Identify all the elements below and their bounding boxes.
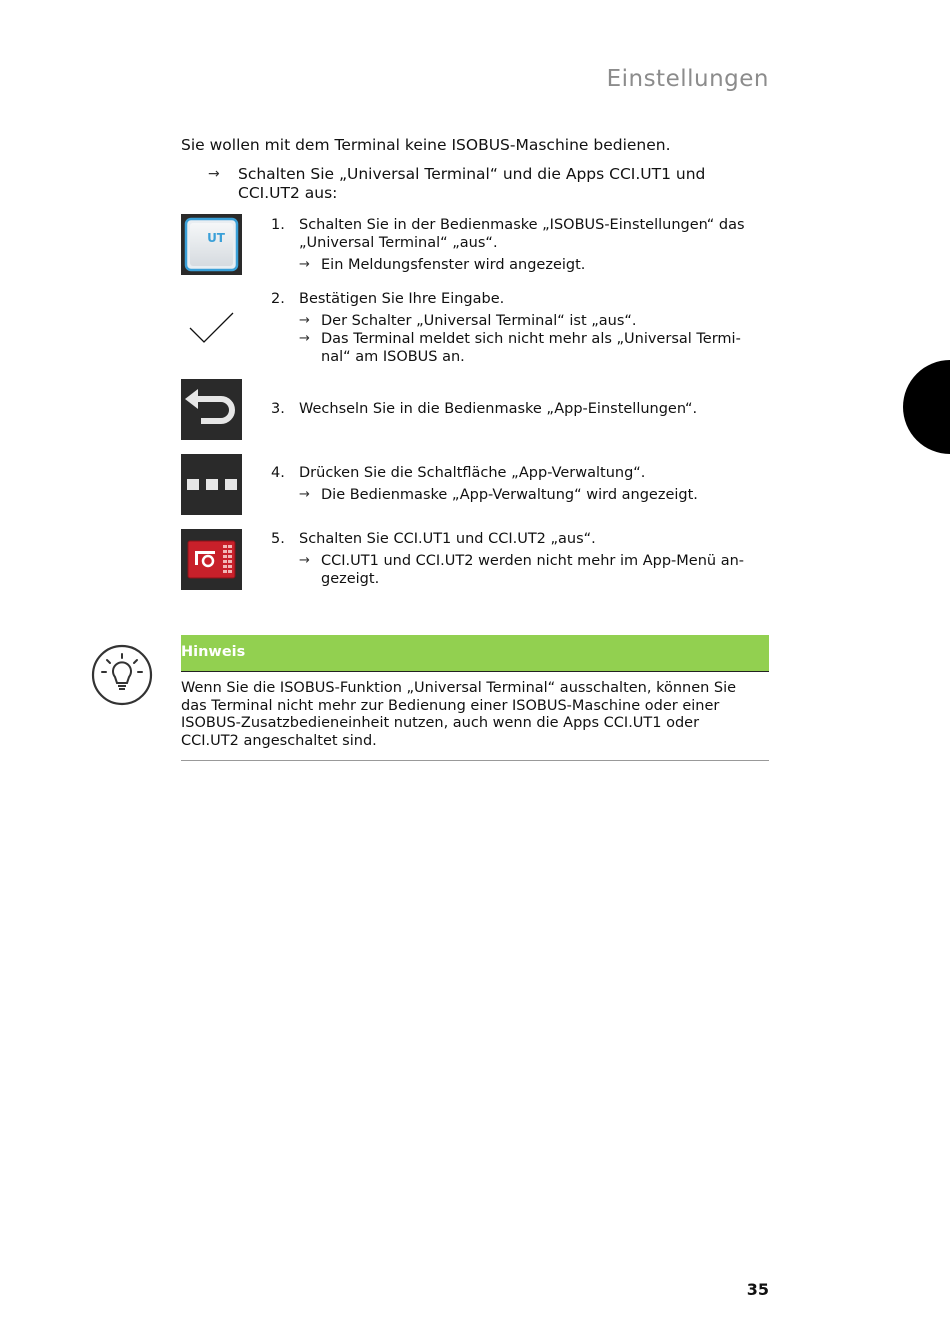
step-number: 1.: [271, 217, 285, 233]
step-2: [271, 290, 761, 366]
step-result-text: Das Terminal meldet sich nicht mehr als „Universal Termi-nal“ am ISOBUS an.: [321, 331, 741, 365]
intro-result: [208, 165, 748, 203]
step-number: 3.: [271, 401, 285, 417]
note-heading: Hinweis: [181, 644, 246, 660]
step-number: 5.: [271, 531, 285, 547]
note-text: Wenn Sie die ISOBUS-Funktion „Universal Terminal“ ausschalten, können Sie das Terminal nicht mehr zur Bedienung einer ISOBUS-Maschine oder einer ISOBUS-Zusatzbedieneinheit nutzen, auch wenn die Apps CCI.UT1 oder CCI.UT2 angeschaltet sind.: [181, 680, 737, 749]
more-options-icon: [181, 454, 242, 515]
step-result-text: Ein Meldungsfenster wird angezeigt.: [321, 257, 586, 273]
step-result: [299, 486, 761, 504]
step-result-text: CCI.UT1 und CCI.UT2 werden nicht mehr im App-Menü an-gezeigt.: [321, 553, 745, 587]
step-result-text: Der Schalter „Universal Terminal“ ist „aus“.: [321, 313, 637, 329]
note-divider: [181, 760, 769, 761]
step-text: Bestätigen Sie Ihre Eingabe.: [299, 291, 505, 307]
arrow-icon: →: [299, 313, 310, 328]
step-number: 4.: [271, 465, 285, 481]
step-number: 2.: [271, 291, 285, 307]
step-4: [271, 464, 761, 504]
arrow-icon: →: [208, 166, 220, 182]
note-heading-bar: [181, 635, 769, 672]
arrow-icon: →: [299, 257, 310, 272]
step-text: Wechseln Sie in die Bedienmaske „App-Einstellungen“.: [299, 401, 698, 417]
arrow-icon: →: [299, 331, 310, 346]
step-result: [299, 552, 761, 588]
lightbulb-icon: [91, 644, 153, 706]
step-1: [271, 216, 761, 274]
app-management-icon: [181, 529, 242, 590]
step-text: Schalten Sie CCI.UT1 und CCI.UT2 „aus“.: [299, 531, 596, 547]
ut-toggle-icon: [181, 214, 242, 275]
step-5: [271, 530, 761, 588]
chapter-tab-marker: [903, 360, 950, 454]
step-3: [271, 400, 761, 418]
step-text: Schalten Sie in der Bedienmaske „ISOBUS-Einstellungen“ das „Universal Terminal“ „aus“.: [299, 217, 745, 251]
page-number: 35: [746, 1280, 769, 1299]
step-text: Drücken Sie die Schaltfläche „App-Verwaltung“.: [299, 465, 646, 481]
step-result-text: Die Bedienmaske „App-Verwaltung“ wird angezeigt.: [321, 487, 698, 503]
back-arrow-icon: [181, 379, 242, 440]
step-result: [299, 256, 761, 274]
intro-text: Sie wollen mit dem Terminal keine ISOBUS-Maschine bedienen.: [181, 136, 671, 154]
arrow-icon: →: [299, 487, 310, 502]
step-result: [299, 330, 761, 366]
arrow-icon: →: [299, 553, 310, 568]
checkmark-icon: [181, 300, 242, 361]
step-result: [299, 312, 761, 330]
chapter-title: Einstellungen: [606, 66, 769, 92]
intro-result-text: Schalten Sie „Universal Terminal“ und die Apps CCI.UT1 und CCI.UT2 aus:: [238, 165, 706, 202]
ut-label: UT: [207, 231, 225, 245]
